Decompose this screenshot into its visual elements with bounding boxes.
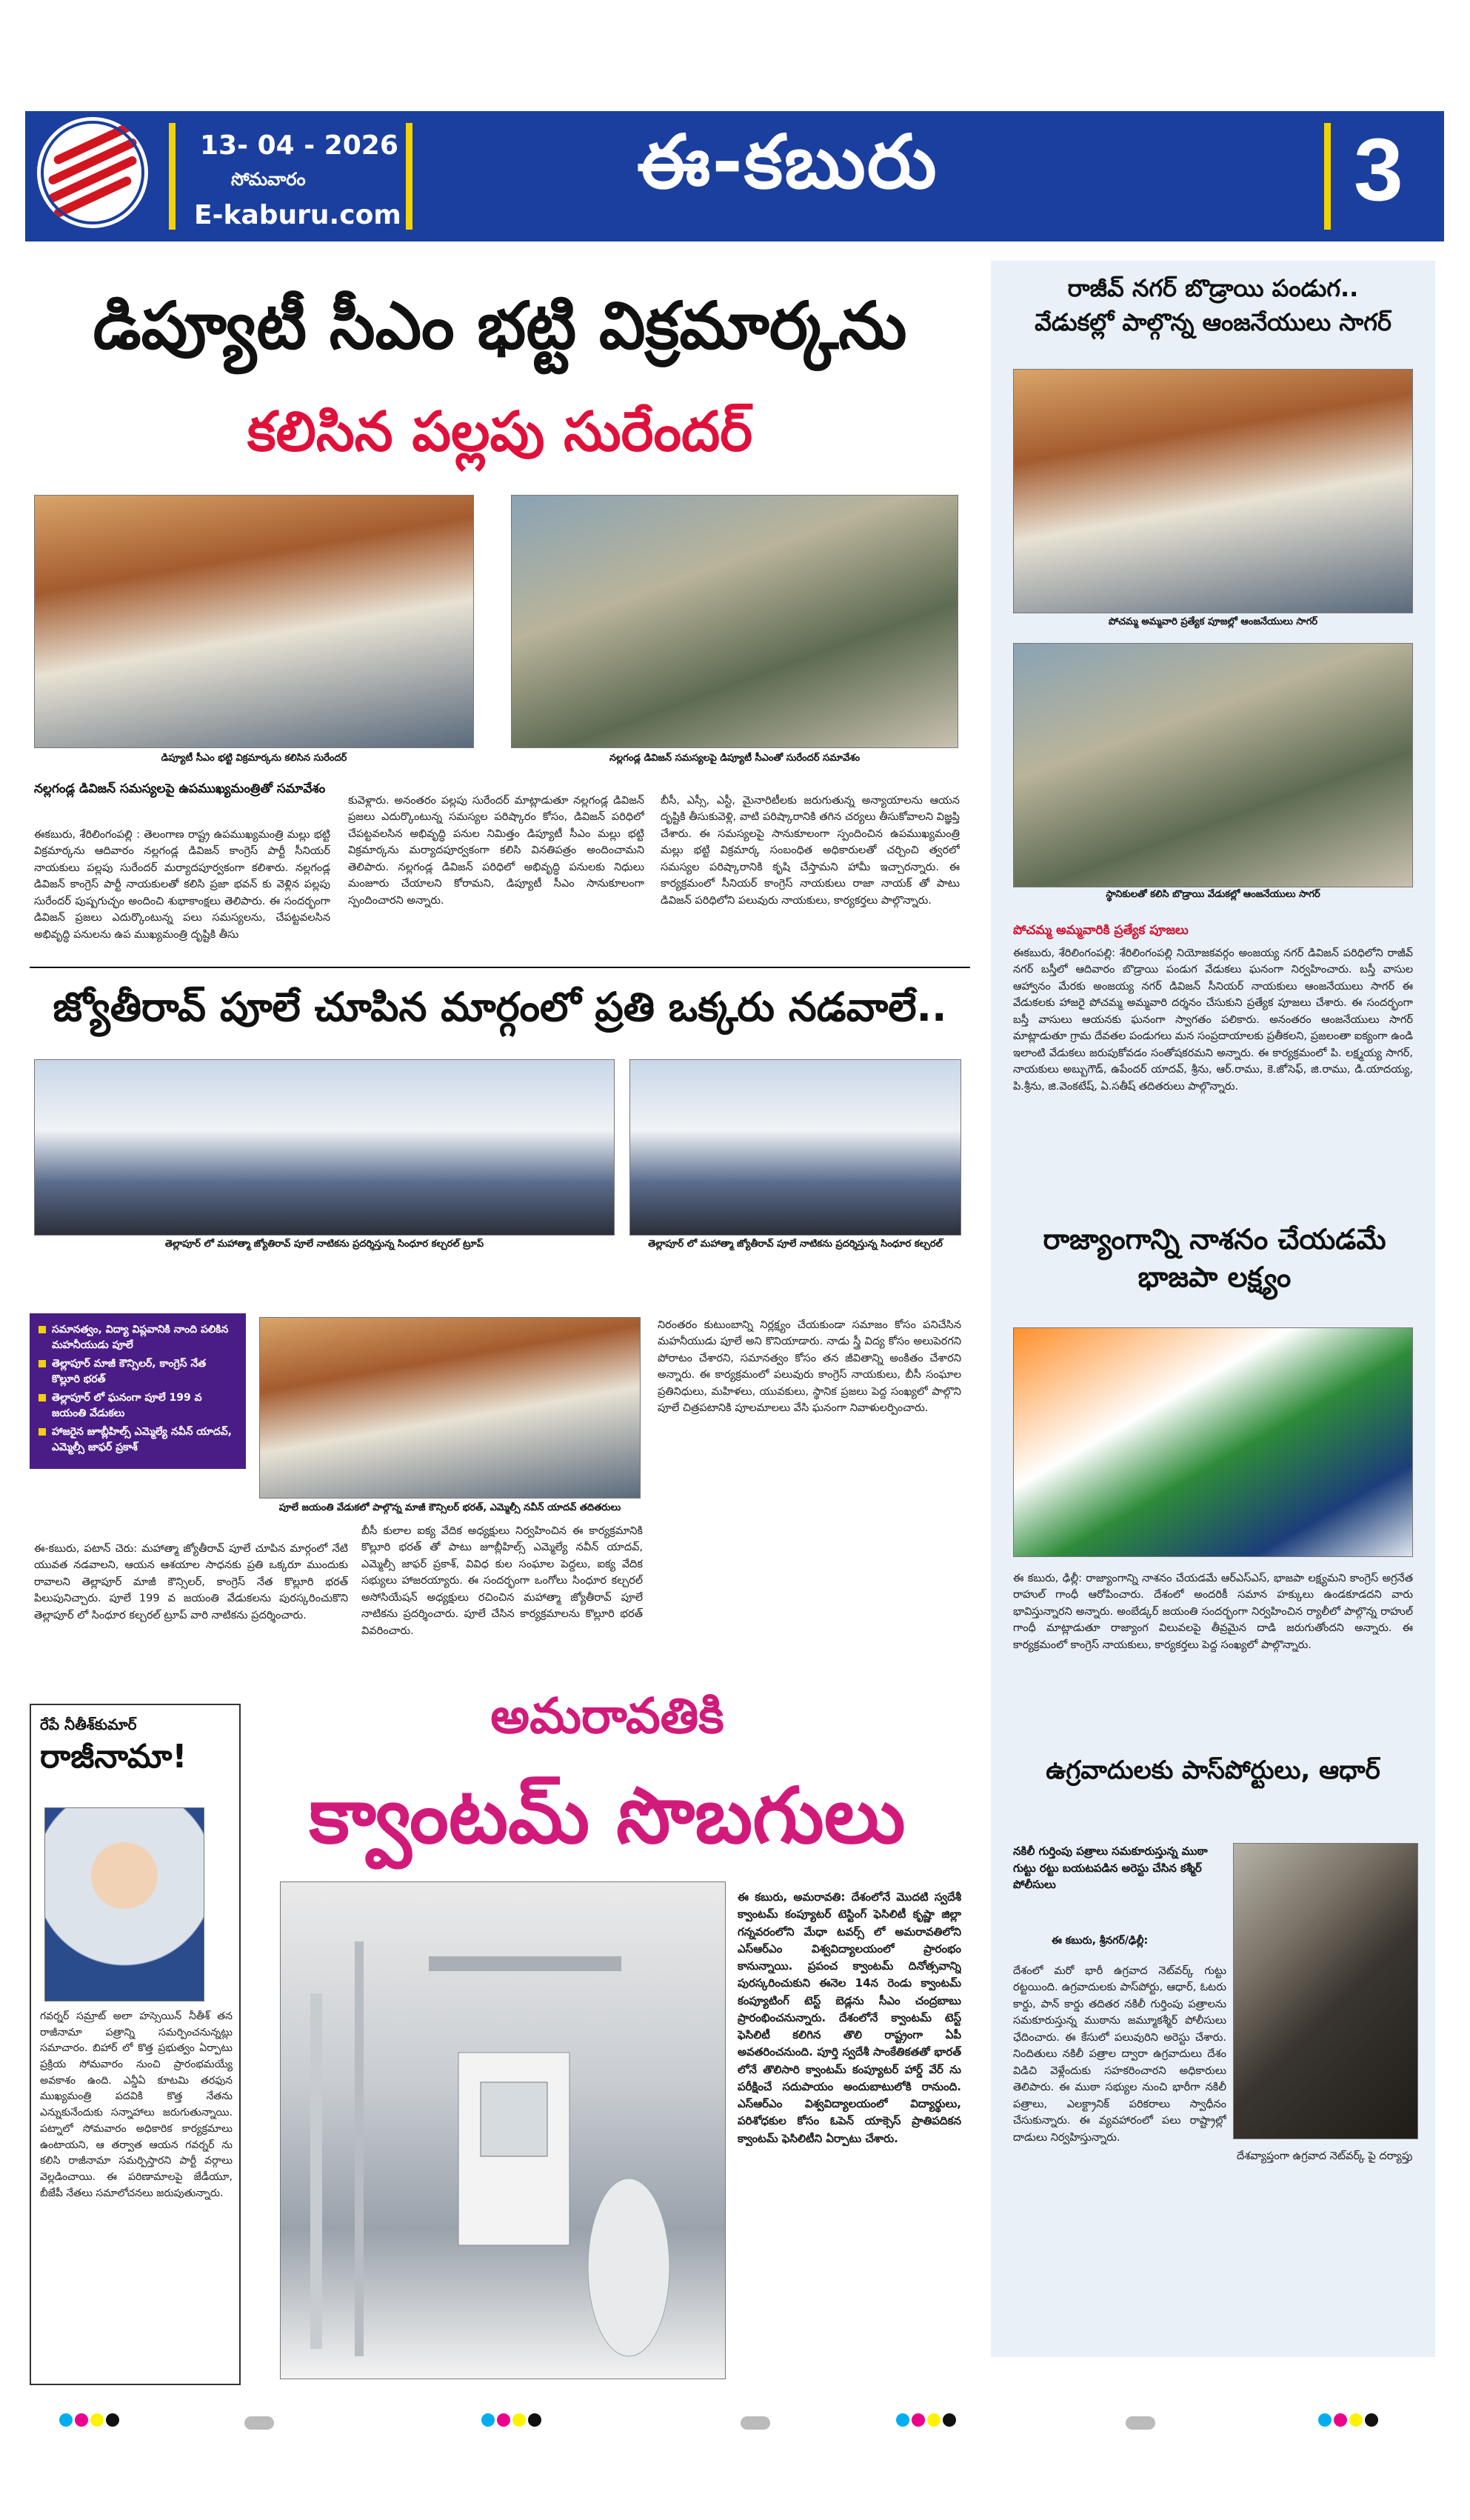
nitish-body: గవర్నర్ సమ్రాట్ అలా హస్సెయిన్ నీతీశ్ తన రాజీనామా పత్రాన్ని సమర్పించనున్నట్లు సమాచారం. బిహార్ లో కొత్త ప్రభుత్వం ఏర్పాటు ప్రక్రియ సోమవారం నుంచి ప్రారంభమయ్యే అవకాశం ఉంది. ఎన్డీఏ కూటమి తరఫున ముఖ్యమంత్రి పదవికి కొత్త నేతను ఎన్నుకునేందుకు సన్నాహాలు జరుగుతున్నాయి. పట్నాలో సోమవారం అధికారిక కార్యక్రమాలు ఉంటాయని, ఆ తర్వాత ఆయన గవర్నర్ ను కలిసి రాజీనామా సమర్పిస్తారని పార్టీ వర్గాలు వెల్లడించాయి. ఈ పరిణామాలపై జేడీయూ, బీజేపీ నేతలు సమాలోచనలు జరుపుతున్నారు. (40, 2010, 233, 2199)
nitish-headline: రాజీనామా! (40, 1738, 187, 1776)
phule-body-col1: ఈ-కబురు, పటాన్ చెరు: మహాత్మా జ్యోతీరావ్ పూలే చూపిన మార్గంలో నేటి యువత నడవాలని, ఆయన ఆశయాల సాధనకు ప్రతి ఒక్కరూ ముందుకు రావాలని తెల్లాపూర్ మాజీ కౌన్సిలర్, కాంగ్రెస్ నేత కొల్లూరి భరత్ పిలుపునిచ్చారు. పూలే 199 వ జయంతి వేడుకలను పురస్కరించుకొని తెల్లాపూర్ లో సింధూర కల్చరల్ ట్రూప్ వారి నాటికను ప్రదర్శించారు. (34, 1543, 348, 1621)
print-registration-mark (59, 2413, 121, 2430)
phule-caption-right: తెల్లాపూర్ లో మహాత్మా జ్యోతీరావ్ పూలే నాటికను ప్రదర్శిస్తున్న సింధూర కల్చరల్ (648, 1239, 943, 1250)
bonalu-headline-line2: వేడుకల్లో పాల్గొన్న ఆంజనేయులు సాగర్ (1035, 308, 1392, 336)
highlight-item: సమానత్వం, విద్యా విప్లవానికి నాంది పలికిన మహనీయుడు పూలే (39, 1322, 237, 1353)
quantum-kicker: అమరావతికి (490, 1687, 724, 1744)
passport-dateline: ఈ కబురు, శ్రీనగర్/ఢిల్లీ: (1052, 1935, 1149, 1947)
highlight-item: హాజరైన జూబ్లీహిల్స్ ఎమ్మెల్యే నవీన్ యాదవ్, ఎమ్మెల్సీ జాఫర్ ప్రకాశ్ (39, 1424, 237, 1456)
quantum-headline: క్వాంటమ్ సొబగులు (309, 1770, 906, 1861)
print-registration-mark (1318, 2413, 1380, 2430)
rahul-photo (1013, 1327, 1413, 1557)
phule-photo-left (34, 1059, 615, 1236)
bonalu-subhead: పోచమ్మ అమ్మవారికి ప్రత్యేక పూజలు (1013, 923, 1189, 938)
page-number: 3 (1354, 120, 1403, 219)
nitish-photo (44, 1807, 204, 2001)
phule-caption-bottom: పూలే జయంతి వేడుకలో పాల్గొన్న మాజీ కౌన్సిలర్ భరత్, ఎమ్మెల్సీ నవీన్ యాదవ్ తదితరులు (278, 1502, 621, 1513)
phule-highlights (30, 1313, 246, 1469)
lead-caption-left: డిప్యూటీ సీఎం భట్టి విక్రమార్కను కలిసిన సురేందర్ (161, 753, 347, 764)
site-url[interactable]: E-kaburu.com (194, 200, 401, 230)
bonalu-caption-top: పోచమ్మ అమ్మవారి ప్రత్యేక పూజల్లో ఆంజనేయులు సాగర్ (1108, 616, 1318, 627)
quantum-body: ఈ కబురు, అమరావతి: దేశంలోనే మొదటి స్వదేశీ క్వాంటమ్ కంప్యూటర్ టెస్టింగ్ ఫెసిలిటీ కృష్ణా జిల్లా గన్నవరంలోని మేధా టవర్స్ లో అమరావతిలోని ఎస్ఆర్ఎం విశ్వవిద్యాలయంలో ప్రారంభం కానున్నాయి. ప్రపంచ క్వాంటమ్ దినోత్సవాన్ని పురస్కరించుకుని ఈనెల 14న రెండు క్వాంటమ్ కంప్యూటింగ్ టెస్ట్ బెడ్లను సీఎం చంద్రబాబు ప్రారంభించనున్నారు. దేశంలోనే క్వాంటమ్ టెస్ట్ ఫెసిలిటీ కలిగిన తొలి రాష్ట్రంగా ఏపీ అవతరించనుంది. పూర్తి స్వదేశీ సాంకేతికతతో భారత్ లోనే తొలిసారి క్వాంటమ్ కంప్యూటర్ హార్డ్ వేర్ ను పరీక్షించే సదుపాయం అందుబాటులోకి రానుంది. ఎస్ఆర్ఎం విశ్వవిద్యాలయంలో విద్యార్థులు, పరిశోధకుల కోసం ఓపెన్ యాక్సెస్ ప్రాతిపదికన క్వాంటమ్ ఫెసిలిటీని ఏర్పాటు చేశారు. (738, 1890, 961, 2145)
masthead-divider (169, 123, 176, 230)
bonalu-caption-bottom: స్థానికులతో కలిసి బొడ్రాయి వేడుకల్లో ఆంజనేయులు సాగర్ (1106, 889, 1320, 900)
lead-subheadline: కలిసిన పల్లపు సురేందర్ (247, 400, 753, 464)
bonalu-photo-bottom (1013, 643, 1413, 887)
lead-body-col3: బీసీ, ఎస్సీ, ఎస్టీ, మైనారిటీలకు జరుగుతున్న అన్యాయాలను ఆయన దృష్టికి తీసుకువెళ్లి, వాటి పరిష్కారానికి తగిన చర్యలు తీసుకోవాలని విజ్ఞప్తి చేశారు. ఈ సమస్యలపై సానుకూలంగా స్పందించిన ఉపముఖ్యమంత్రి మల్లు భట్టి విక్రమార్క సంబంధిత అధికారులతో చర్చించి త్వరలో సమస్యల పరిష్కారానికి కృషి చేస్తామని హామీ ఇచ్చారన్నారు. ఈ కార్యక్రమంలో సీనియర్ కాంగ్రెస్ నాయకులు రాజా నాయక్ తో పాటు డివిజన్ పరిధిలోని పలువురు నాయకులు, కార్యకర్తలు పాల్గొన్నారు. (661, 795, 960, 907)
lead-photo-left (34, 495, 474, 748)
rahul-body: ఈ కబురు, ఢిల్లీ: రాజ్యాంగాన్ని నాశనం చేయడమే ఆర్ఎస్ఎస్, భాజపా లక్ష్యమని కాంగ్రెస్ అగ్రనేత రాహుల్ గాంధీ ఆరోపించారు. దేశంలో అందరికీ సమాన హక్కులు ఉండకూడదని వారు భావిస్తున్నారని అన్నారు. అంబేడ్కర్ జయంతి సందర్భంగా నిర్వహించిన ర్యాలీలో పాల్గొన్న రాహుల్ గాంధీ మాట్లాడుతూ రాజ్యాంగ విలువలపై తీవ్రమైన దాడి జరుగుతోందని అన్నారు. ఈ కార్యక్రమంలో కాంగ్రెస్ నాయకులు, కార్యకర్తలు పెద్ద సంఖ్యలో పాల్గొన్నారు. (1013, 1573, 1413, 1651)
print-registration-mark (741, 2416, 770, 2430)
lead-headline: డిప్యూటీ సీఎం భట్టి విక్రమార్కను (93, 287, 907, 364)
phule-body-col3: నిరంతరం కుటుంబాన్ని నిర్లక్ష్యం చేయకుండా సమాజం కోసం పనిచేసిన మహనీయుడు పూలే అని కొనియాడారు. నాడు స్త్రీ విద్య కోసం అలుపెరగని పోరాటం చేశారని, సమానత్వం కోసం తన జీవితాన్ని అంకితం చేశారని అన్నారు. ఈ కార్యక్రమంలో పలువురు కాంగ్రెస్ నాయకులు, బీసీ సంఘాల ప్రతినిధులు, మహిళలు, యువకులు, స్థానిక ప్రజలు పెద్ద సంఖ్యలో పాల్గొని పూలే చిత్రపటానికి పూలమాలలు వేసి ఘనంగా నివాళులర్పించారు. (658, 1319, 961, 1415)
brand-title: ఈ-కబురు (637, 119, 938, 205)
phule-photo-bottom (259, 1317, 641, 1499)
passport-photo (1233, 1843, 1418, 2139)
ekaburu-logo (37, 117, 148, 228)
passport-subhead: నకిలీ గుర్తింపు పత్రాలు సమకూరుస్తున్న ముఠా గుట్టు రట్టు బయటపడిన అరెస్టు చేసిన కశ్మీర్ పోలీసులు (1013, 1844, 1208, 1891)
phule-body-col2: బీసీ కులాల ఐక్య వేదిక అధ్యక్షులు నిర్వహించిన ఈ కార్యక్రమానికి కొల్లూరి భరత్ తో పాటు జూబ్లీహిల్స్ ఎమ్మెల్యే నవీన్ యాదవ్, ఎమ్మెల్సీ జాఫర్ ప్రకాశ్, వివిధ కుల సంఘాల పెద్దలు, ఐక్య వేదిక సభ్యులు హాజరయ్యారు. ఈ సందర్భంగా ఒంగోలు సింధూర కల్చరల్ అసోసియేషన్ అధ్యక్షులు రచించిన మహాత్మా జ్యోతీరావ్ పూలే నాటికను ప్రదర్శించారు. పూలే చేసిన కార్యక్రమాలను కొల్లూరి భరత్ వివరించారు. (361, 1525, 643, 1637)
highlight-item: తెల్లాపూర్ లో ఘనంగా పూలే 199 వ జయంతి వేడుకలు (39, 1390, 237, 1421)
phule-headline: జ్యోతీరావ్ పూలే చూపిన మార్గంలో ప్రతి ఒక్కరు నడవాలే.. (53, 984, 947, 1030)
lead-body-col2: కువెళ్లారు. అనంతరం పల్లపు సురేందర్ మాట్లాడుతూ నల్లగండ్ల డివిజన్ ప్రజలు ఎదుర్కొంటున్న సమస్యల పరిష్కారం కోసం, డివిజన్ పరిధిలో చేపట్టవలసిన అభివృద్ధి పనుల నిమిత్తం డిప్యూటీ సీఎం మల్లు భట్టి విక్రమార్కను మర్యాదపూర్వకంగా కలిసి వినతిపత్రం అందించామని తెలిపారు. నల్లగండ్ల డివిజన్ పరిధిలో అభివృద్ధి పనులకు నిధులు మంజూరు చేయాలని కోరామని, డిప్యూటీ సీఎం సానుకూలంగా స్పందించారని అన్నారు. (348, 795, 644, 907)
print-registration-mark (244, 2416, 274, 2430)
issue-day: సోమవారం (231, 169, 306, 190)
bonalu-photo-top (1013, 369, 1413, 613)
bonalu-body: ఈకబురు, శేరిలింగంపల్లి: శేరిలింగంపల్లి నియోజకవర్గం అంజయ్య నగర్ డివిజన్ పరిధిలోని రాజీవ్ నగర్ బస్తీలో ఆదివారం బొడ్రాయి పండుగ వేడుకలు ఘనంగా నిర్వహించారు. బస్తీ వాసుల ఆహ్వానం మేరకు అంజయ్య నగర్ డివిజన్ సీనియర్ నాయకులు ఆంజనేయులు సాగర్ ఈ వేడుకలకు హాజరై పోచమ్మ అమ్మవారి దర్శనం చేసుకుని ప్రత్యేక పూజలు చేశారు. ఈ సందర్భంగా బస్తీ వాసులు ఆయనకు ఘనంగా స్వాగతం పలికారు. అనంతరం ఆంజనేయులు సాగర్ మాట్లాడుతూ గ్రామ దేవతల పండుగలు మన సంప్రదాయాలకు ప్రతీకలని, ప్రజలంతా ఐక్యంగా ఉండి ఇలాంటి వేడుకలు జరుపుకోవడం సంతోషకరమని అన్నారు. ఈ కార్యక్రమంలో పి. లక్ష్మయ్య సాగర్, నాయకులు అబ్బుగౌడ్, ఉపేందర్ యాదవ్, శ్రీను, ఆర్.రాము, కె.జోసెఫ్, జి.రాము, డి.యాదయ్య, పి.శ్రీను, జి.వెంకటేష్, ఏ.సతీష్ తదితరులు పాల్గొన్నారు. (1013, 947, 1413, 1093)
lead-photo-right (511, 495, 958, 748)
lead-caption-right: నల్లగండ్ల డివిజన్ సమస్యలపై డిప్యూటీ సీఎంతో సురేందర్ సమావేశం (609, 753, 861, 764)
nitish-kicker: రేపే నీతీశ్‌కుమార్ (40, 1716, 137, 1733)
issue-date: 13- 04 - 2026 (200, 130, 398, 161)
bonalu-headline-line1: రాజీవ్ నగర్ బొడ్రాయి పండుగ.. (1067, 274, 1359, 302)
masthead-divider (406, 123, 412, 230)
quantum-photo (280, 1881, 726, 2379)
rahul-headline: రాజ్యాంగాన్ని నాశనం చేయడమే భాజపా లక్ష్యం (1043, 1223, 1386, 1294)
phule-caption-left: తెల్లాపూర్ లో మహాత్మా జ్యోతిరావ్ పూలే నాటికను ప్రదర్శిస్తున్న సింధూర కల్చరల్ ట్రూప్ (164, 1239, 484, 1250)
lead-subhead: నల్లగండ్ల డివిజన్ సమస్యలపై ఉపముఖ్యమంత్రితో సమావేశం (34, 781, 326, 796)
print-registration-mark (481, 2413, 544, 2430)
masthead-divider (1324, 123, 1331, 230)
passport-caption: దేశవ్యాప్తంగా ఉగ్రవాద నెట్‌వర్క్ పై దర్యాప్తు (1237, 2150, 1413, 2162)
passport-headline: ఉగ్రవాదులకు పాస్‌పోర్టులు, ఆధార్ (1046, 1756, 1380, 1785)
lead-body-col1: ఈకబురు, శేరిలింగంపల్లి : తెలంగాణ రాష్ట్ర ఉపముఖ్యమంత్రి మల్లు భట్టి విక్రమార్కను ఆదివారం నల్లగండ్ల డివిజన్ కాంగ్రెస్ పార్టీ సీనియర్ నాయకులు పల్లపు సురేందర్ మర్యాదపూర్వకంగా కలిశారు. నల్లగండ్ల డివిజన్ కాంగ్రెస్ పార్టీ నాయకులతో కలిసి ప్రజా భవన్ కు వెళ్లిన పల్లపు సురేందర్ పుష్పగుచ్ఛం అందించి శుభాకాంక్షలు తెలిపారు. ఈ సందర్భంగా డివిజన్ ప్రజలు ఎదుర్కొంటున్న పలు సమస్యలను, చేపట్టవలసిన అభివృద్ధి పనులను ఉప ముఖ్యమంత్రి దృష్టికి తీసు (34, 829, 330, 941)
highlight-item: తెల్లాపూర్ మాజీ కౌన్సిలర్, కాంగ్రెస్ నేత కొల్లూరి భరత్ (39, 1356, 237, 1387)
print-registration-mark (896, 2413, 958, 2430)
passport-body: దేశంలో మరో భారీ ఉగ్రవాద నెట్‌వర్క్ గుట్టు రట్టయింది. ఉగ్రవాదులకు పాస్‌పోర్టు, ఆధార్, ఓటరు కార్డు, పాన్ కార్డు తదితర నకిలీ గుర్తింపు పత్రాలను సమకూరుస్తున్న ముఠాను జమ్మూకశ్మీర్ పోలీసులు ఛేదించారు. ఈ కేసులో పలువురిని అరెస్టు చేశారు. నిందితులు నకిలీ పత్రాల ద్వారా ఉగ్రవాదులు దేశం విడిచి వెళ్లేందుకు సహకరించారని అధికారులు తెలిపారు. ఈ ముఠా సభ్యుల నుంచి భారీగా నకిలీ పత్రాలు, ఎలక్ట్రానిక్ పరికరాలు స్వాధీనం చేసుకున్నారు. ఈ వ్యవహారంలో పలు రాష్ట్రాల్లో దాడులు నిర్వహిస్తున్నారు. (1013, 1965, 1226, 2144)
print-registration-mark (1126, 2416, 1155, 2430)
section-divider (30, 967, 970, 968)
phule-photo-right (629, 1059, 961, 1236)
